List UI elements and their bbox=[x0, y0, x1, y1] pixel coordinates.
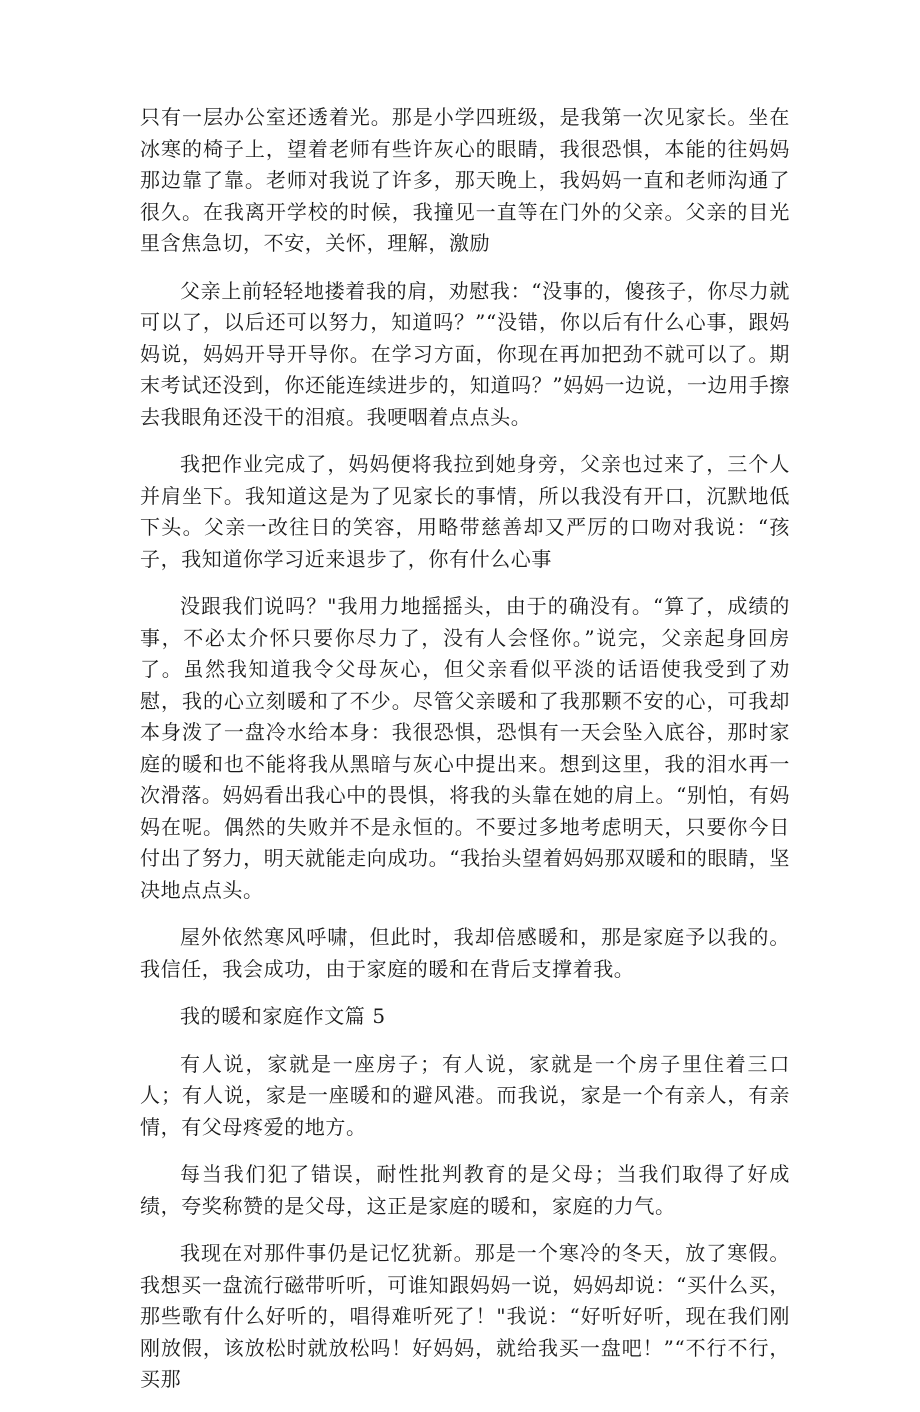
paragraph-4: 没跟我们说吗？"我用力地摇摇头，由于的确没有。“算了，成绩的事，不必太介怀只要你尽力了，没有人会怪你。”说完，父亲起身回房了。虽然我知道我令父母灰心，但父亲看似平淡的话语使我受到了劝慰，我的心立刻暖和了不少。尽管父亲暖和了我那颗不安的心，可我却本身泼了一盘冷水给本身：我很恐惧，恐惧有一天会坠入底谷，那时家庭的暖和也不能将我从黑暗与灰心中提出来。想到这里，我的泪水再一次滑落。妈妈看出我心中的畏惧，将我的头靠在她的肩上。“别怕，有妈妈在呢。偶然的失败并不是永恒的。不要过多地考虑明天，只要你今日付出了努力，明天就能走向成功。“我抬头望着妈妈那双暖和的眼睛，坚决地点点头。 bbox=[140, 594, 790, 902]
paragraph-6: 有人说，家就是一座房子；有人说，家就是一个房子里住着三口人；有人说，家是一座暖和的避风港。而我说，家是一个有亲人，有亲情，有父母疼爱的地方。 bbox=[140, 1051, 790, 1139]
paragraph-1: 只有一层办公室还透着光。那是小学四班级，是我第一次见家长。坐在冰寒的椅子上，望着老师有些许灰心的眼睛，我很恐惧，本能的往妈妈那边靠了靠。老师对我说了许多，那天晚上，我妈妈一直和老师沟通了很久。在我离开学校的时候，我撞见一直等在门外的父亲。父亲的目光里含焦急切，不安，关怀，理解，激励 bbox=[140, 105, 790, 255]
paragraph-5: 屋外依然寒风呼啸，但此时，我却倍感暖和，那是家庭予以我的。我信任，我会成功，由于家庭的暖和在背后支撑着我。 bbox=[140, 925, 790, 981]
paragraph-7: 每当我们犯了错误，耐性批判教育的是父母；当我们取得了好成绩，夸奖称赞的是父母，这正是家庭的暖和，家庭的力气。 bbox=[140, 1162, 790, 1218]
section-title: 我的暖和家庭作文篇 5 bbox=[180, 1004, 386, 1028]
paragraph-8: 我现在对那件事仍是记忆犹新。那是一个寒冷的冬天，放了寒假。我想买一盘流行磁带听听，可谁知跟妈妈一说，妈妈却说：“买什么买，那些歌有什么好听的，唱得难听死了！"我说：“好听好听，现在我们刚刚放假，该放松时就放松吗！好妈妈，就给我买一盘吧！”“不行不行，买那 bbox=[140, 1241, 790, 1391]
paragraph-3: 我把作业完成了，妈妈便将我拉到她身旁，父亲也过来了，三个人并肩坐下。我知道这是为了见家长的事情，所以我没有开口，沉默地低下头。父亲一改往日的笑容，用略带慈善却又严厉的口吻对我说：“孩子，我知道你学习近来退步了，你有什么心事 bbox=[140, 452, 790, 571]
document-page bbox=[140, 102, 790, 1412]
paragraph-2: 父亲上前轻轻地搂着我的肩，劝慰我：“没事的，傻孩子，你尽力就可以了，以后还可以努力，知道吗？”“没错，你以后有什么心事，跟妈妈说，妈妈开导开导你。在学习方面，你现在再加把劲不就可以了。期末考试还没到，你还能连续进步的，知道吗？”妈妈一边说，一边用手擦去我眼角还没干的泪痕。我哽咽着点点头。 bbox=[140, 278, 790, 429]
